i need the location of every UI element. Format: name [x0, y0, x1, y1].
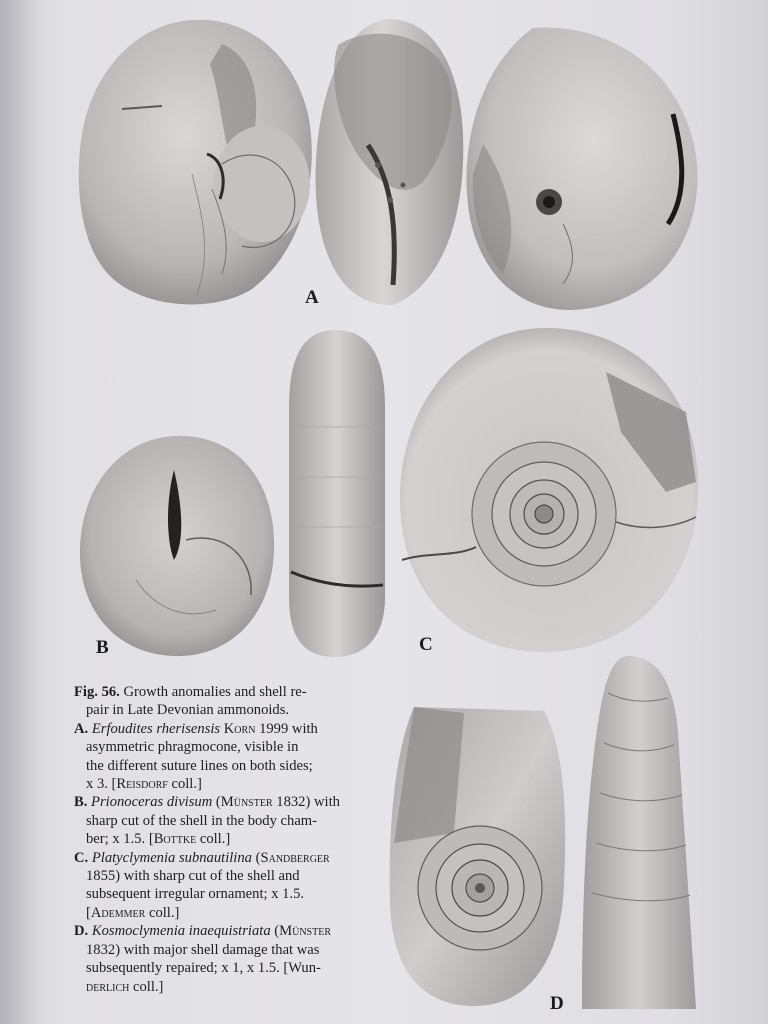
fossil-c-lateral	[396, 322, 701, 654]
taxon-name: Platyclymenia subnautilina	[91, 849, 252, 866]
caption-entry-b	[74, 793, 374, 811]
caption-entry-a	[74, 720, 374, 738]
caption-entry-collection	[74, 904, 374, 922]
fossil-d-ventral	[578, 653, 700, 1013]
caption-entry-c	[74, 849, 374, 867]
page-gutter-shadow	[0, 0, 40, 1024]
caption-entry-collection	[74, 775, 374, 793]
collection-prefix: ber; x 1.5. [	[86, 831, 154, 848]
collection-name: derlich	[86, 978, 130, 995]
collection-name: Bottke	[153, 831, 197, 848]
author-prefix: (	[212, 794, 221, 811]
figure-label-c: C	[419, 634, 433, 655]
author-name: Münster	[220, 794, 273, 811]
author-prefix: (	[270, 923, 280, 940]
caption-entry-line: the different suture lines on both sides;	[86, 757, 313, 774]
collection-prefix: [	[86, 904, 91, 921]
taxon-name: Erfoudites rherisensis	[91, 720, 221, 737]
figure-caption	[74, 683, 374, 996]
figure-label-a: A	[305, 287, 319, 308]
taxon-name: Prionoceras divisum	[91, 794, 213, 811]
caption-entry-line: 1832) with major shell damage that was	[86, 941, 320, 958]
collection-prefix: x 3. [	[86, 776, 117, 793]
figure-label-b: B	[96, 637, 109, 658]
fossil-a-lateral-left	[72, 14, 317, 310]
fossil-b-ventral	[285, 327, 390, 660]
taxon-name: Kosmoclymenia inaequistriata	[91, 923, 271, 940]
caption-title-part2: pair in Late Devonian ammonoids.	[86, 702, 290, 719]
fossil-a-ventral	[308, 15, 468, 311]
collection-name: Reisdorf	[116, 776, 168, 793]
caption-entry-d	[74, 922, 374, 940]
entry-letter: C.	[74, 849, 89, 866]
author-prefix: (	[251, 849, 261, 866]
collection-suffix: coll.]	[145, 904, 180, 921]
caption-entry-collection	[74, 830, 374, 848]
author-year: 1832) with	[272, 794, 340, 811]
caption-entry-collection	[74, 978, 374, 996]
figure-label-d: D	[550, 993, 564, 1014]
author-name: Münster	[279, 923, 332, 940]
caption-entry-line: asymmetric phragmocone, visible in	[86, 739, 299, 756]
caption-title-part1: Growth anomalies and shell re-	[119, 684, 307, 700]
collection-suffix: coll.]	[167, 776, 202, 793]
author-name: Korn	[223, 720, 256, 737]
caption-entry-line: subsequently repaired; x 1, x 1.5. [Wun-	[86, 960, 321, 977]
fossil-d-lateral	[384, 703, 570, 1010]
author-year: 1999 with	[255, 720, 318, 737]
caption-entry-line: subsequent irregular ornament; x 1.5.	[86, 886, 305, 903]
fossil-b-lateral	[76, 430, 278, 660]
caption-entry-line: sharp cut of the shell in the body cham-	[86, 812, 318, 829]
entry-letter: A.	[74, 720, 89, 737]
entry-letter: D.	[74, 923, 89, 940]
fossil-a-lateral-right	[463, 24, 703, 314]
entry-letter: B.	[74, 794, 88, 811]
caption-line	[74, 683, 374, 701]
collection-suffix: coll.]	[129, 978, 164, 995]
author-name: Sandberger	[260, 849, 330, 866]
collection-suffix: coll.]	[196, 831, 231, 848]
figure-number: Fig. 56.	[74, 684, 120, 700]
collection-name: Ademmer	[90, 904, 146, 921]
caption-entry-line: 1855) with sharp cut of the shell and	[86, 868, 300, 885]
